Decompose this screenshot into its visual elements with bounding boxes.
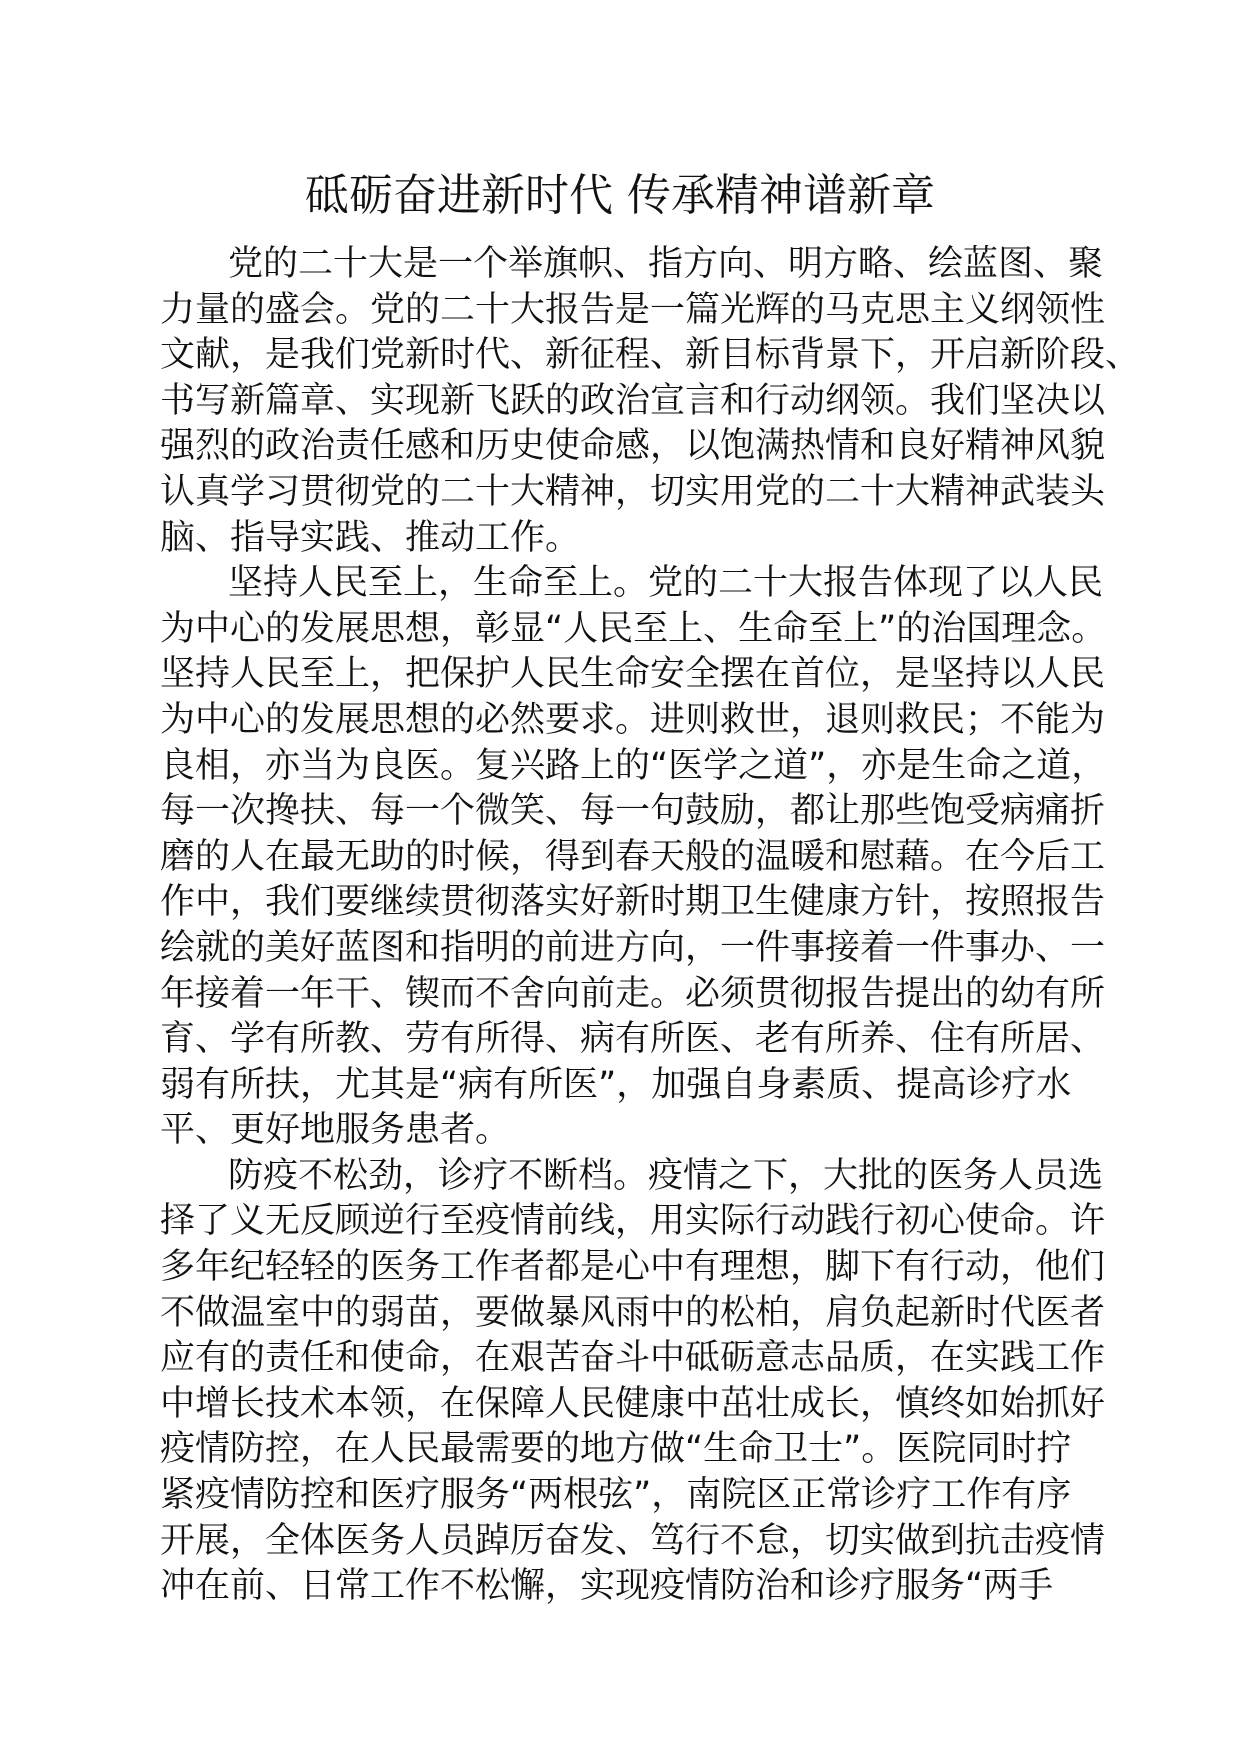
text-line: 平、更好地服务患者。	[160, 1110, 511, 1151]
text-line: 为中心的发展思想的必然要求。进则救世，退则救民；不能为	[160, 699, 1106, 740]
text-line: 育、学有所教、劳有所得、病有所医、老有所养、住有所居、	[160, 1019, 1106, 1060]
text-line: 坚持人民至上，把保护人民生命安全摆在首位，是坚持以人民	[160, 654, 1106, 695]
text-line: 磨的人在最无助的时候，得到春天般的温暖和慰藉。在今后工	[160, 836, 1106, 877]
text-line: 择了义无反顾逆行至疫情前线，用实际行动践行初心使命。许	[160, 1201, 1106, 1242]
text-line: 疫情防控，在人民最需要的地方做“生命卫士”。医院同时拧	[160, 1429, 1072, 1470]
text-line: 良相，亦当为良医。复兴路上的“医学之道”，亦是生命之道，	[160, 745, 1107, 786]
text-line: 弱有所扶，尤其是“病有所医”，加强自身素质、提高诊疗水	[160, 1064, 1072, 1105]
text-line: 为中心的发展思想，彰显“人民至上、生命至上”的治国理念。	[160, 608, 1107, 649]
text-line: 开展，全体医务人员踔厉奋发、笃行不怠，切实做到抗击疫情	[160, 1520, 1106, 1561]
text-line: 中增长技术本领，在保障人民健康中茁壮成长，慎终如始抓好	[160, 1383, 1106, 1424]
text-line: 作中，我们要继续贯彻落实好新时期卫生健康方针，按照报告	[160, 882, 1106, 923]
text-line: 坚持人民至上，生命至上。党的二十大报告体现了以人民	[228, 563, 1104, 604]
text-line: 绘就的美好蓝图和指明的前进方向，一件事接着一件事办、一	[160, 927, 1106, 968]
text-line: 冲在前、日常工作不松懈，实现疫情防治和诊疗服务“两手	[160, 1566, 1054, 1607]
text-line: 每一次搀扶、每一个微笑、每一句鼓励，都让那些饱受病痛折	[160, 791, 1106, 832]
text-line: 不做温室中的弱苗，要做暴风雨中的松柏，肩负起新时代医者	[160, 1292, 1106, 1333]
document-body	[160, 242, 1141, 1610]
text-line: 应有的责任和使命，在艰苦奋斗中砥砺意志品质，在实践工作	[160, 1338, 1106, 1379]
paragraph-3	[160, 1154, 1120, 1610]
text-line: 紧疫情防控和医疗服务“两根弦”，南院区正常诊疗工作有序	[160, 1475, 1072, 1516]
text-line: 多年纪轻轻的医务工作者都是心中有理想，脚下有行动，他们	[160, 1247, 1106, 1288]
document-title: 砥砺奋进新时代 传承精神谱新章	[305, 170, 935, 221]
text-line: 文献，是我们党新时代、新征程、新目标背景下，开启新阶段、	[160, 335, 1141, 376]
text-line: 强烈的政治责任感和历史使命感，以饱满热情和良好精神风貌	[160, 426, 1106, 467]
text-line: 防疫不松劲，诊疗不断档。疫情之下，大批的医务人员选	[228, 1155, 1104, 1196]
text-line: 书写新篇章、实现新飞跃的政治宣言和行动纲领。我们坚决以	[160, 380, 1106, 421]
text-line: 力量的盛会。党的二十大报告是一篇光辉的马克思主义纲领性	[160, 289, 1106, 330]
text-line: 认真学习贯彻党的二十大精神，切实用党的二十大精神武装头	[160, 471, 1106, 512]
paragraph-1	[160, 242, 1141, 561]
text-line: 党的二十大是一个举旗帜、指方向、明方略、绘蓝图、聚	[228, 244, 1104, 284]
text-line: 年接着一年干、锲而不舍向前走。必须贯彻报告提出的幼有所	[160, 973, 1106, 1014]
text-line: 脑、指导实践、推动工作。	[160, 517, 581, 558]
paragraph-2	[160, 561, 1120, 1154]
